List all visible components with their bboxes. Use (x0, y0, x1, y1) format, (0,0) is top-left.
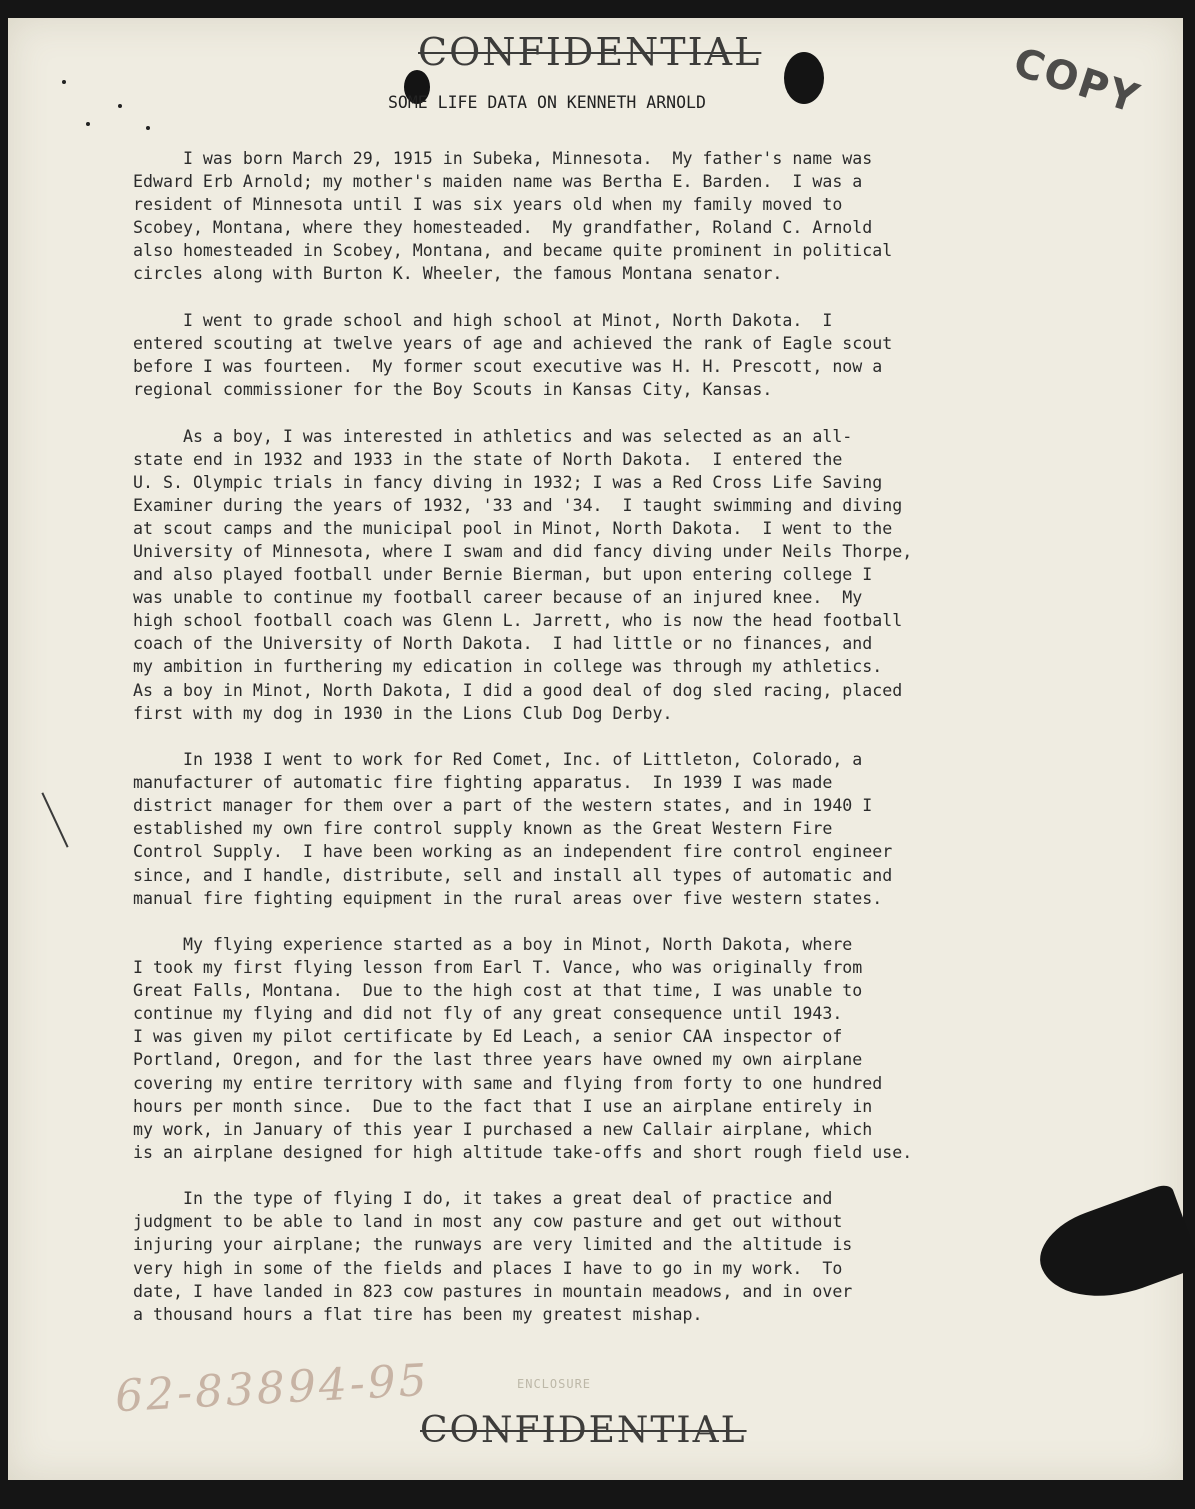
ink-blot (784, 52, 824, 104)
document-title: SOME LIFE DATA ON KENNETH ARNOLD (388, 93, 706, 112)
text-line: state end in 1932 and 1933 in the state of North Dakota. I entered the (133, 449, 843, 469)
text-line: at scout camps and the municipal pool in Minot, North Dakota. I went to the (133, 518, 893, 538)
enclosure-stamp: ENCLOSURE (517, 1377, 592, 1391)
text-line: As a boy in Minot, North Dakota, I did a good deal of dog sled racing, placed (133, 680, 903, 700)
text-line: my ambition in furthering my edication in college was through my athletics. (133, 657, 883, 677)
text-line: I was given my pilot certificate by Ed Leach, a senior CAA inspector of (133, 1027, 843, 1047)
text-line: manufacturer of automatic fire fighting apparatus. In 1939 I was made (133, 773, 833, 793)
text-line: resident of Minnesota until I was six years old when my family moved to (133, 195, 843, 215)
text-line: In the type of flying I do, it takes a great deal of practice and (133, 1189, 833, 1209)
paragraph (133, 1187, 1083, 1326)
confidential-stamp-bottom: CONFIDENTIAL (420, 1410, 747, 1451)
text-line: my work, in January of this year I purchased a new Callair airplane, which (133, 1119, 873, 1139)
text-line: established my own fire control supply known as the Great Western Fire (133, 819, 833, 839)
text-line: district manager for them over a part of the western states, and in 1940 I (133, 796, 873, 816)
text-line: My flying experience started as a boy in Minot, North Dakota, where (133, 935, 853, 954)
text-line: I was born March 29, 1915 in Subeka, Minnesota. My father's name was (133, 149, 873, 168)
text-line: continue my flying and did not fly of any great consequence until 1943. (133, 1004, 843, 1024)
text-line: U. S. Olympic trials in fancy diving in 1932; I was a Red Cross Life Saving (133, 472, 883, 492)
paragraph (133, 748, 1083, 910)
copy-stamp: COPY (1008, 39, 1146, 123)
ink-speck (86, 122, 90, 126)
text-line: before I was fourteen. My former scout executive was H. H. Prescott, now a (133, 357, 883, 377)
text-line: is an airplane designed for high altitude take-offs and short rough field use. (133, 1142, 913, 1162)
text-line: regional commissioner for the Boy Scouts in Kansas City, Kansas. (133, 380, 773, 400)
document-body (133, 147, 1083, 1349)
text-line: manual fire fighting equipment in the rural areas over five western states. (133, 888, 883, 908)
ink-speck (146, 126, 150, 130)
ink-speck (118, 104, 122, 108)
text-line: was unable to continue my football career because of an injured knee. My (133, 588, 863, 608)
text-line: coach of the University of North Dakota. I had little or no finances, and (133, 634, 873, 654)
text-line: Control Supply. I have been working as an independent fire control engineer (133, 842, 893, 862)
text-line: very high in some of the fields and places I have to go in my work. To (133, 1258, 843, 1278)
text-line: As a boy, I was interested in athletics and was selected as an all- (133, 426, 853, 446)
ink-speck (62, 80, 66, 84)
paragraph (133, 425, 1083, 725)
text-line: entered scouting at twelve years of age and achieved the rank of Eagle scout (133, 333, 893, 353)
text-line: date, I have landed in 823 cow pastures in mountain meadows, and in over (133, 1281, 853, 1301)
text-line: Scobey, Montana, where they homesteaded. My grandfather, Roland C. Arnold (133, 218, 873, 238)
text-line: Portland, Oregon, and for the last three years have owned my own airplane (133, 1050, 863, 1070)
paragraph (133, 147, 1083, 286)
paragraph (133, 933, 1083, 1164)
text-line: covering my entire territory with same and flying from forty to one hundred (133, 1073, 883, 1093)
text-line: Examiner during the years of 1932, '33 and '34. I taught swimming and diving (133, 495, 903, 515)
text-line: also homesteaded in Scobey, Montana, and became quite prominent in political (133, 241, 893, 261)
text-line: injuring your airplane; the runways are very limited and the altitude is (133, 1235, 853, 1255)
text-line: I took my first flying lesson from Earl T. Vance, who was originally from (133, 958, 863, 978)
text-line: I went to grade school and high school at Minot, North Dakota. I (133, 310, 833, 330)
text-line: Edward Erb Arnold; my mother's maiden name was Bertha E. Barden. I was a (133, 172, 863, 192)
confidential-stamp-top: CONFIDENTIAL (418, 30, 762, 74)
text-line: and also played football under Bernie Bierman, but upon entering college I (133, 565, 873, 585)
text-line: University of Minnesota, where I swam and did fancy diving under Neils Thorpe, (133, 542, 913, 561)
file-number-handwritten: 62-83894-95 (113, 1354, 431, 1423)
text-line: since, and I handle, distribute, sell and install all types of automatic and (133, 865, 893, 885)
text-line: first with my dog in 1930 in the Lions Club Dog Derby. (133, 703, 673, 723)
text-line: judgment to be able to land in most any cow pasture and get out without (133, 1212, 843, 1232)
text-line: circles along with Burton K. Wheeler, the famous Montana senator. (133, 264, 783, 284)
text-line: Great Falls, Montana. Due to the high cost at that time, I was unable to (133, 981, 863, 1001)
text-line: a thousand hours a flat tire has been my greatest mishap. (133, 1304, 703, 1324)
text-line: In 1938 I went to work for Red Comet, Inc. of Littleton, Colorado, a (133, 750, 863, 770)
paragraph (133, 309, 1083, 401)
text-line: high school football coach was Glenn L. Jarrett, who is now the head football (133, 611, 903, 631)
text-line: hours per month since. Due to the fact that I use an airplane entirely in (133, 1096, 873, 1116)
